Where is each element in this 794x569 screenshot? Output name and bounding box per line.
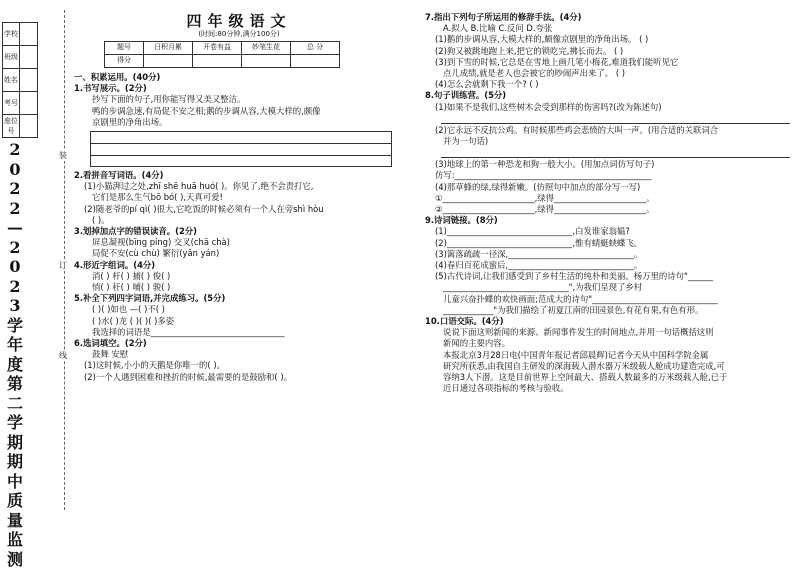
handwriting-box[interactable] bbox=[90, 131, 392, 167]
right-line-15: (4)那草蜂的绿,绿得新嫩。(仿照句中加点的部分写一写) bbox=[435, 181, 641, 192]
right-line-16: ①______________________,绿得______________________。 bbox=[435, 192, 655, 203]
info-field-4[interactable] bbox=[20, 115, 38, 138]
right-line-14: 仿写:_______________________________________________ bbox=[435, 170, 652, 181]
right-line-17: ②______________________,绿得______________________。 bbox=[435, 204, 655, 215]
score-cell-row1-1: 日积月累 bbox=[144, 42, 193, 55]
right-line-31: 研究所获悉,由我国自主研发的深海载人潜水器万米级载人舱成功建造完成,可 bbox=[443, 360, 725, 371]
cut-mark-1: 装 bbox=[59, 151, 67, 160]
right-line-27: 10.口语交际。(4分) bbox=[425, 316, 504, 327]
right-line-30: 本报北京3月28日电(中国青年报记者邱晨辉)记者今天从中国科学院金属 bbox=[443, 349, 709, 360]
right-line-2: (1)鹅的步调从容,大模大样的,颇像京剧里的净角出场。 ( ) bbox=[435, 34, 649, 45]
score-cell-row2-2[interactable] bbox=[193, 55, 242, 68]
info-label-4: 座位号 bbox=[3, 115, 20, 138]
left-line-5: 2.看拼音写词语。(4分) bbox=[74, 170, 164, 181]
left-line-15: 悄( ) 秆( ) 哺( ) 骏( ) bbox=[92, 282, 171, 293]
right-line-13: (3)地球上的第一种恐龙和狗一般大小。(用加点词仿写句子) bbox=[435, 159, 655, 170]
right-line-8: (1)如果不是我们,这些树木会受到那样的伤害吗?(改为陈述句) bbox=[435, 101, 662, 112]
score-cell-row1-2: 开卷有益 bbox=[193, 42, 242, 55]
left-line-2: 抄写下面的句子,用你能写得又美又整洁。 bbox=[92, 94, 246, 105]
info-field-1[interactable] bbox=[20, 46, 38, 69]
left-line-6: (1)小猫湃过之处,zhī shē huā huó( )。你见了,绝不会责打它, bbox=[84, 181, 314, 192]
info-label-0: 学校 bbox=[3, 23, 20, 46]
info-label-2: 姓名 bbox=[3, 69, 20, 92]
right-line-22: (4)春归百花成蜜后,______________________________。 bbox=[435, 260, 643, 271]
left-line-4: 京剧里的净角出场。 bbox=[92, 116, 168, 127]
left-line-12: 局促不安(cù chù) 繁衍(yǎn yán) bbox=[92, 248, 220, 259]
left-line-14: 消( ) 杆( ) 捕( ) 俊( ) bbox=[92, 270, 171, 281]
left-line-17: ( )( )如也 —( )不( ) bbox=[92, 304, 165, 315]
right-line-24: ______________________________",为我们呈现了乡村 bbox=[443, 282, 643, 293]
cut-mark-2: 订 bbox=[59, 261, 67, 270]
right-line-1: A.拟人 B.比喻 C.反问 D.夸张 bbox=[443, 23, 553, 34]
right-line-33: 近日通过各项指标的考核与验收。 bbox=[443, 383, 569, 394]
right-line-19: (1)______________________________,白发谁家翁媪? bbox=[435, 226, 630, 237]
left-line-23: (2)一个人遇到困难和挫折的时候,最需要的是鼓励和( )。 bbox=[84, 371, 292, 382]
score-cell-row1-4: 总 分 bbox=[291, 42, 340, 55]
right-column bbox=[425, 12, 790, 395]
info-label-1: 班级 bbox=[3, 46, 20, 69]
score-cell-row2-4[interactable] bbox=[291, 55, 340, 68]
right-line-32: 容纳3人下潜。这是目前世界上空间最大、搭载人数最多的万米级载人舱,已于 bbox=[443, 372, 728, 383]
right-line-4: (3)到下雪的时候,它总是在雪地上画几笔小梅花,难道我们能听见它 bbox=[435, 56, 679, 67]
left-line-0: 一、积累运用。(40分) bbox=[74, 72, 161, 82]
student-info-table bbox=[2, 22, 38, 138]
right-line-9 bbox=[441, 113, 790, 124]
right-line-12 bbox=[441, 147, 790, 158]
left-line-20: 6.选词填空。(2分) bbox=[74, 338, 147, 349]
left-column bbox=[74, 12, 404, 383]
score-cell-row1-3: 妙笔生花 bbox=[242, 42, 291, 55]
exam-title-vertical: 2022—2023学年度第二学期期中质量监测 bbox=[6, 140, 23, 569]
right-line-26: ____________"为我们描绘了初夏江南的田园景色,有花有果,有色有形。 bbox=[443, 304, 704, 315]
right-line-7: 8.句子训练营。(5分) bbox=[425, 90, 507, 101]
left-line-10: 3.划掉加点字的错误读音。(2分) bbox=[74, 226, 197, 237]
right-line-5: 点儿成绩,就是老人也会被它的吵闹声出来了。 ( ) bbox=[443, 68, 626, 79]
left-line-1: 1.书写展示。(2分) bbox=[74, 83, 147, 94]
info-field-0[interactable] bbox=[20, 23, 38, 46]
right-line-20: (2)______________________________,惟有蜻蜓蛱蝶飞。 bbox=[435, 237, 643, 248]
right-line-10: (2)它永远不反抗公鸡。有时候那些鸡会悲愤的大叫一声。(用合适的关联词合 bbox=[435, 124, 719, 135]
left-line-8: (2)随老爷的pí qì( )很大,它吃饭的时候必须有一个人在旁shì hòu bbox=[84, 203, 324, 214]
paper-subtitle: (时间:80分钟,满分100分) bbox=[198, 30, 280, 38]
right-line-18: 9.诗词链接。(8分) bbox=[425, 215, 498, 226]
score-cell-row2-1[interactable] bbox=[144, 55, 193, 68]
info-field-3[interactable] bbox=[20, 92, 38, 115]
right-line-23: (5)古代诗词,让我们感受到了乡村生活的纯朴和美丽。杨万里的诗句"______ bbox=[435, 271, 714, 282]
info-label-3: 考号 bbox=[3, 92, 20, 115]
right-line-6: (4)怎么会就剩下我一个? ( ) bbox=[435, 79, 539, 90]
left-line-13: 4.形近字组词。(4分) bbox=[74, 259, 156, 270]
left-line-21: 鼓舞 安慰 bbox=[92, 349, 129, 360]
right-line-25: 儿童兴奋扑蝶的欢快画面;范成大的诗句"______________________________ bbox=[443, 293, 718, 304]
left-line-22: (1)这时候,小小的天鹅是你唯一的( )。 bbox=[84, 360, 225, 371]
right-line-3: (2)狗又被跳地跑上来,把它的锁吃完,拂长而去。 ( ) bbox=[435, 45, 624, 56]
score-cell-row2-0: 得分 bbox=[105, 55, 144, 68]
right-line-29: 新闻的主要内容。 bbox=[443, 338, 510, 349]
right-line-28: 说说下面这则新闻的来源、新闻事件发生的时间地点,并用一句话概括这则 bbox=[443, 327, 714, 338]
left-line-11: 屏息凝视(bīng píng) 交叉(chā chà) bbox=[92, 237, 230, 248]
right-line-0: 7.指出下列句子所运用的修辞手法。(4分) bbox=[425, 12, 582, 22]
left-line-9: ( )。 bbox=[92, 214, 110, 225]
left-line-18: ( )水( )龙 ( )( )( )多姿 bbox=[92, 315, 175, 326]
right-line-11: 并为一句话) bbox=[443, 136, 489, 147]
cut-mark-3: 线 bbox=[59, 351, 67, 360]
score-table bbox=[104, 41, 340, 68]
score-cell-row1-0: 题号 bbox=[105, 42, 144, 55]
left-line-19: 我选择的词语是________________________________ bbox=[92, 326, 285, 337]
left-line-16: 5.补全下列四字词语,并完成练习。(5分) bbox=[74, 293, 226, 304]
score-cell-row2-3[interactable] bbox=[242, 55, 291, 68]
info-field-2[interactable] bbox=[20, 69, 38, 92]
paper-title: 四年级语文 bbox=[186, 12, 292, 30]
right-line-21: (3)篱落疏疏一径深,______________________________。 bbox=[435, 248, 643, 259]
left-line-3: 鸭的步调急速,有局促不安之相;鹅的步调从容,大模大样的,颇像 bbox=[92, 105, 321, 116]
left-line-7: 它们是那么生气bō bó( ),天真可爱! bbox=[92, 192, 223, 203]
